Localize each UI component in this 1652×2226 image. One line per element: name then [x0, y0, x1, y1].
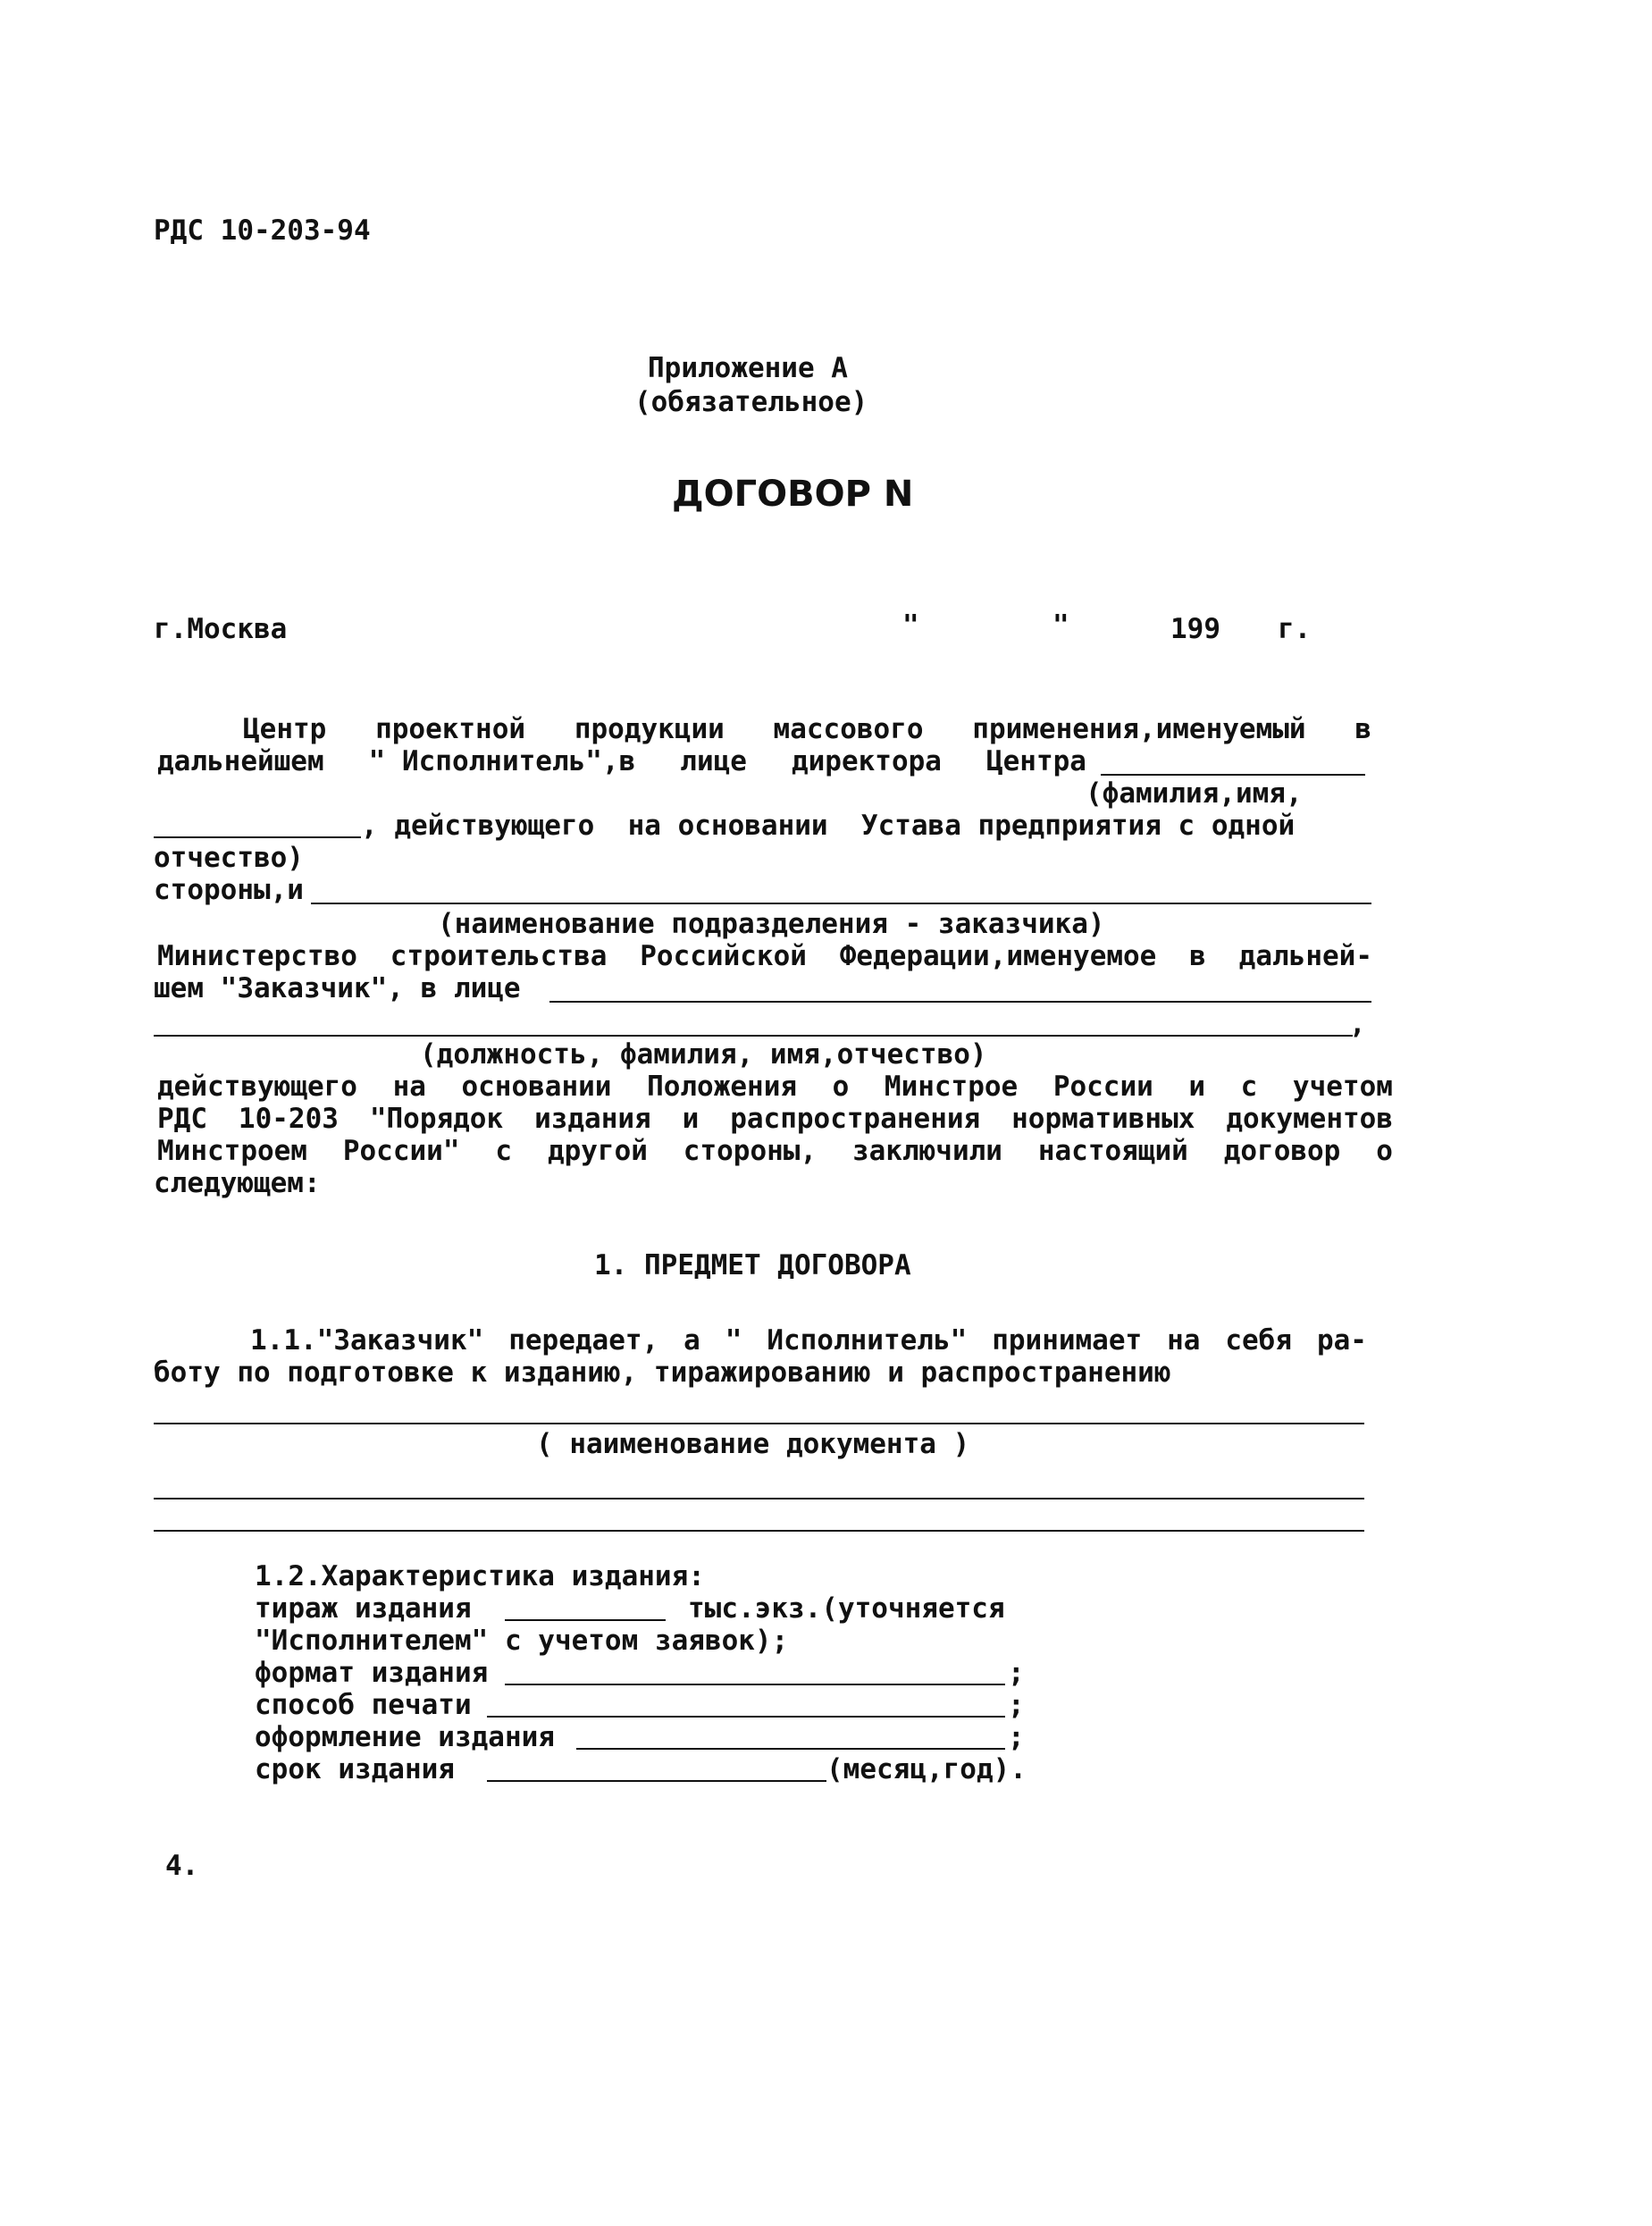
- word: Положения: [647, 1071, 798, 1103]
- word: РДС: [157, 1103, 207, 1135]
- para1-line10: следующем:: [154, 1167, 321, 1199]
- customer-rep-comma: ,: [1349, 1008, 1366, 1040]
- design-sep: ;: [1008, 1721, 1025, 1753]
- word: России: [1052, 1071, 1153, 1103]
- word: в: [1189, 940, 1206, 972]
- term-label: срок издания: [255, 1753, 455, 1785]
- word: применения,именуемый: [972, 713, 1306, 745]
- para1-line7: [157, 1071, 1393, 1103]
- format-sep: ;: [1008, 1657, 1025, 1689]
- word: дальнейшем: [157, 745, 324, 777]
- word: учетом: [1292, 1071, 1393, 1103]
- city: г.Москва: [154, 613, 288, 645]
- appendix-label: Приложение А: [648, 352, 848, 384]
- print-sep: ;: [1008, 1689, 1025, 1721]
- word: ра-: [1316, 1324, 1367, 1357]
- word: основании: [461, 1071, 612, 1103]
- para1-line6: шем "Заказчик", в лице: [154, 972, 521, 1004]
- word: Минстроем: [157, 1135, 307, 1167]
- word: директора: [791, 745, 942, 777]
- hint-position: (должность, фамилия, имя,отчество): [420, 1038, 987, 1071]
- word: Центра: [985, 745, 1086, 777]
- document-name-blank-2: [154, 1498, 1364, 1499]
- word: "Порядок: [369, 1103, 504, 1135]
- subdivision-blank: [311, 903, 1371, 904]
- word: стороны,: [683, 1135, 818, 1167]
- word: массового: [773, 713, 924, 745]
- section-1-heading: 1. ПРЕДМЕТ ДОГОВОРА: [594, 1249, 911, 1281]
- word: на: [392, 1071, 426, 1103]
- format-label: формат издания: [255, 1657, 489, 1689]
- word: о: [1376, 1135, 1393, 1167]
- para1-line1: [243, 713, 1371, 745]
- customer-rep-blank-2: [154, 1035, 1353, 1037]
- word: Российской: [640, 940, 807, 972]
- hint-document: ( наименование документа ): [536, 1428, 970, 1460]
- para11-line2: боту по подготовке к изданию, тиражированию и распространению: [154, 1357, 1171, 1389]
- word: строительства: [390, 940, 608, 972]
- word: " Исполнитель",в: [368, 745, 636, 777]
- word: России": [342, 1135, 460, 1167]
- year-suffix: г.: [1278, 613, 1312, 645]
- para1-line2: [157, 745, 1086, 777]
- document-name-blank-1: [154, 1423, 1364, 1424]
- word: заключили: [851, 1135, 1002, 1167]
- document-name-blank-3: [154, 1530, 1364, 1532]
- word: нормативных: [1011, 1103, 1195, 1135]
- word: распространения: [730, 1103, 981, 1135]
- date-quotes: " ": [902, 609, 1069, 642]
- word: Министерство: [157, 940, 357, 972]
- year: 199: [1170, 613, 1220, 645]
- document-title: ДОГОВОР N: [672, 474, 914, 515]
- term-unit: (месяц,год).: [826, 1753, 1027, 1785]
- word: на: [1167, 1324, 1201, 1357]
- section-12-heading: 1.2.Характеристика издания:: [255, 1560, 705, 1592]
- word: лице: [680, 745, 747, 777]
- director-name-blank-2: [154, 836, 361, 838]
- word: дальней-: [1238, 940, 1372, 972]
- para1-line3: , действующего на основании Устава предприятия с одной: [361, 810, 1296, 842]
- word: Исполнитель": [767, 1324, 968, 1357]
- term-blank: [487, 1780, 826, 1782]
- word: передает,: [508, 1324, 659, 1357]
- para1-line5: [157, 940, 1372, 972]
- word: принимает: [992, 1324, 1143, 1357]
- para1-line4: стороны,и: [154, 874, 304, 906]
- word: другой: [547, 1135, 648, 1167]
- design-label: оформление издания: [255, 1721, 555, 1753]
- print-label: способ печати: [255, 1689, 472, 1721]
- word: действующего: [157, 1071, 357, 1103]
- word: 1.1."Заказчик": [250, 1324, 484, 1357]
- hint-fio-2: отчество): [154, 842, 304, 874]
- word: Центр: [243, 713, 327, 745]
- para1-line8: [157, 1103, 1393, 1135]
- word: настоящий: [1037, 1135, 1188, 1167]
- word: а: [683, 1324, 700, 1357]
- word: проектной: [375, 713, 526, 745]
- document-code: РДС 10-203-94: [154, 214, 371, 247]
- print-blank: [487, 1716, 1005, 1718]
- word: в: [1354, 713, 1371, 745]
- page-number: 4.: [165, 1850, 199, 1882]
- appendix-status: (обязательное): [634, 386, 868, 418]
- word: Федерации,именуемое: [839, 940, 1157, 972]
- word: с: [495, 1135, 513, 1167]
- run-unit: тыс.экз.(уточняется: [688, 1592, 1005, 1625]
- customer-rep-blank: [549, 1001, 1371, 1003]
- word: ": [725, 1324, 742, 1357]
- word: 10-203: [238, 1103, 339, 1135]
- word: Минстрое: [884, 1071, 1019, 1103]
- hint-fio-1: (фамилия,имя,: [1086, 777, 1303, 810]
- run-blank: [505, 1619, 666, 1621]
- hint-subdivision: (наименование подразделения - заказчика): [438, 908, 1105, 940]
- format-blank: [505, 1684, 1005, 1685]
- para1-line9: [157, 1135, 1393, 1167]
- director-name-blank: [1101, 774, 1365, 776]
- run-label: тираж издания: [255, 1592, 472, 1625]
- word: продукции: [574, 713, 725, 745]
- word: о: [832, 1071, 850, 1103]
- design-blank: [576, 1748, 1005, 1750]
- word: себя: [1225, 1324, 1293, 1357]
- word: издания: [534, 1103, 651, 1135]
- word: договор: [1223, 1135, 1341, 1167]
- word: и: [682, 1103, 700, 1135]
- word: и: [1188, 1071, 1206, 1103]
- word: с: [1240, 1071, 1258, 1103]
- word: документов: [1226, 1103, 1393, 1135]
- para11-line1: [250, 1324, 1367, 1357]
- run-note: "Исполнителем" с учетом заявок);: [255, 1625, 789, 1657]
